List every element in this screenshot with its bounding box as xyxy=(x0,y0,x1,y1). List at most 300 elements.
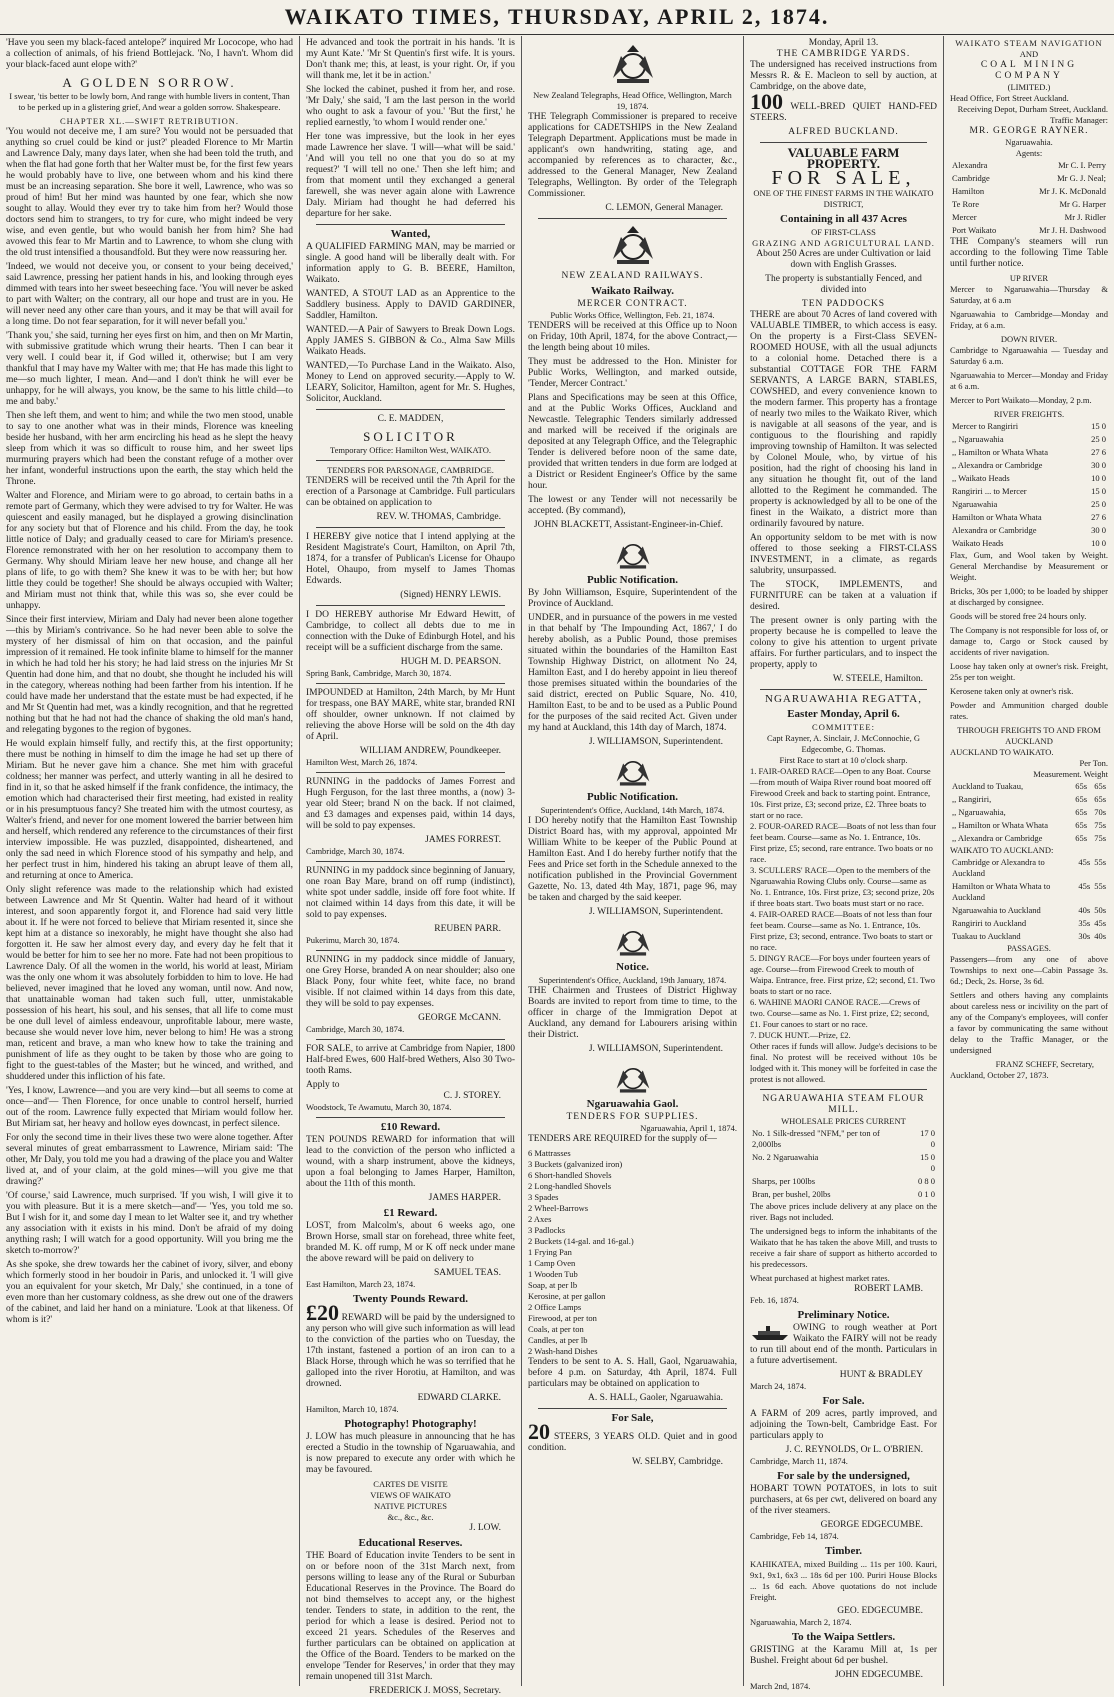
table-cell: Port Waikato xyxy=(952,225,997,235)
gaol-text: TENDERS ARE REQUIRED for the supply of— xyxy=(528,1134,717,1144)
divider xyxy=(316,224,505,225)
railways-signature: JOHN BLACKETT, Assistant-Engineer-in-Chief. xyxy=(533,520,723,530)
table-cell: 70s xyxy=(1094,807,1106,817)
complaints-text: Settlers and others having any complaints about careless ness or incivility on the part of any of the Company's employees, will confer a favor by communicating the same without delay to the Traffic Manager, or the undersigned xyxy=(950,990,1108,1055)
steamer-text: THE Company's steamers will run according to the following Time Table until further notice. xyxy=(950,237,1108,269)
table-cell: 25 0 xyxy=(1091,499,1106,509)
divider xyxy=(316,772,505,773)
table-row xyxy=(750,1151,937,1175)
mill-note: The above prices include delivery at any place on the river. Bags not included. xyxy=(750,1201,937,1222)
down-river-heading: DOWN RIVER. xyxy=(1000,334,1058,344)
farm-description: The present owner is only parting with the property because he is compelled to leave the colony to give his attention to urgent private affairs. For further particulars, and to inspect the property, apply to xyxy=(750,616,937,670)
divider xyxy=(316,1117,505,1118)
notification-text: UNDER, and in pursuance of the powers in me vested in that behalf by 'The Impounding Act, 1867,' I do hereby abolish, as a Public Pound, those premises situated within the boundaries of the Hamilton East Township Highway District, on allotment No 24, Hamilton East, and I do hereby appoint in lieu thereof those premises situated within the boundaries of the said district, erected on Public Square, No. 410, Hamilton East, to be and to be used as a Public Pound for the purposes of the said recited Act. Given under my hand at Auckland, this 14th day of March, 1874. xyxy=(528,613,737,733)
divider xyxy=(316,950,505,951)
schedule-line: Ngaruawahia to Cambridge—Monday and Friday, at 6 a.m. xyxy=(950,309,1108,330)
table-row xyxy=(950,930,1108,943)
regatta-first-race: First Race to start at 10 o'clock sharp. xyxy=(779,755,908,765)
table-cell: 35s xyxy=(1078,918,1091,928)
license-notice: I HEREBY give notice that I intend applying at the Resident Magistrate's Court, Hamilton, on April 7th, 1874, for a transfer of Publican's License for Ohaupo Hotel, Ohaupo, from myself to James Thomas Edwards. xyxy=(306,532,515,586)
story-paragraph: As she spoke, she drew towards her the cabinet of ivory, silver, and ebony which formerly stood in her boudoir in Paris, and unlocked it. 'I will give you an equivalent for your sketch, Mr Daly,' she continued, in a tone of even more than her customary coldness, as she drew out one of the drawers of the cabinet, and laid her hand on a miniature. 'Look at that likeness. Of whom is it?' xyxy=(6,1260,293,1325)
settlers-text: GRISTING at the Karamu Mill at, 1s per Bushel. Freight about 6d per bushel. xyxy=(750,1645,937,1666)
table-row xyxy=(950,880,1108,904)
photo-heading: Photography! Photography! xyxy=(344,1418,477,1430)
story-paragraph: She locked the cabinet, pushed it from her, and rose. 'Mr Daly,' she said, 'I am the last person in the world who ought to ask a favour of you.' 'But the first,' he replied earnestly, 'to whom I would render one.' xyxy=(306,85,515,128)
agents-heading: Agents: xyxy=(1015,148,1043,158)
list-item: Firewood, at per ton xyxy=(528,1313,597,1323)
farm-land: GRAZING AND AGRICULTURAL LAND. xyxy=(752,238,935,248)
table-cell: 65s xyxy=(1075,807,1087,817)
wanted-ad: WANTED.—A Pair of Sawyers to Break Down Logs. Apply JAMES S. GIBBON & Co., Alma Saw Mills Waikato Heads. xyxy=(306,325,515,357)
freights-table xyxy=(950,420,1108,550)
divider xyxy=(316,409,505,410)
table-cell: Mr J. H. Dashwood xyxy=(1039,225,1106,235)
table-cell: 65s xyxy=(1075,833,1087,843)
table-cell: 40s xyxy=(1094,931,1106,941)
table-cell: 15 0 xyxy=(1091,486,1106,496)
schedule-line: Ngaruawahia to Mercer—Monday and Friday at 6 a.m. xyxy=(950,370,1108,391)
divider xyxy=(760,142,927,143)
steer-lot-count: 100 xyxy=(750,89,783,114)
list-item: 1 Frying Pan xyxy=(528,1247,572,1257)
timber-heading: Timber. xyxy=(825,1545,862,1557)
farm-sale-heading: For Sale. xyxy=(822,1395,865,1407)
story-paragraph: Only slight reference was made to the relationship which had existed between Lawrence and Mr St Quentin. Walter had heard of it without interest, and soon apparently forgot it, and Florence had said very little about it. If he were not forced to believe that Miriam resented it, since she kept him at a distance so inexorably, he might have thought she also had forgotten it. He saw her almost every day, and every day he felt that it would be better for him to see her no more. Fate had not been propitious to Lawrence Daly. Of all the women in the world, his world at least, Miriam was the only one whom it was absolutely forbidden to him to love. He had believed, never imagined that he loved any woman, until now. And now, that unattainable woman had taken such full, utter, unmistakable possession of his heart, his soul, and his senses, that all life to come must be one dull level of aimless endeavour, unprofitable labour, mere waste, because she would never love him, never belong to him! He was a strong man, reticent and brave, a man who knew how to take the training and punishment of life as they ought to be taken by those who are going to fight to the guest-tables of the Master; but he winced, and writhed, and shuddered under this infliction of his fate. xyxy=(6,885,293,1082)
yards-heading: THE CAMBRIDGE YARDS. xyxy=(776,49,911,59)
table-cell: Mercer xyxy=(952,212,977,222)
table-cell: ,, Hamilton or Whata Whata xyxy=(952,447,1048,457)
gaol-place: Ngaruawahia, April 1, 1874. xyxy=(640,1123,737,1133)
potato-date: Cambridge, Feb 14, 1874. xyxy=(750,1531,839,1541)
auction-date: Monday, April 13. xyxy=(808,38,879,48)
list-item: 2 Buckets (14-gal. and 16-gal.) xyxy=(528,1236,634,1246)
freight-note: The Company is not responsible for loss of, or damage to, Cargo or Stock caused by accidents of river navigation. xyxy=(950,625,1108,657)
table-row xyxy=(750,1175,937,1188)
list-item: 2 Office Lamps xyxy=(528,1302,582,1312)
farm-acres: Containing in all 437 Acres xyxy=(780,213,907,225)
table-row xyxy=(950,524,1108,537)
royal-crest-icon xyxy=(608,752,658,788)
farm-heading: VALUABLE FARM PROPERTY. xyxy=(787,145,900,171)
education-heading: Educational Reserves. xyxy=(358,1537,463,1549)
sheep-sale-date: Woodstock, Te Awamutu, March 30, 1874. xyxy=(306,1102,452,1112)
company-date: Auckland, October 27, 1873. xyxy=(950,1070,1049,1080)
agents-table xyxy=(950,159,1108,237)
table-cell: Ngaruawahia to Auckland xyxy=(952,905,1041,915)
license-signature: (Signed) HENRY LEWIS. xyxy=(400,590,501,600)
table-cell: 27 6 xyxy=(1091,447,1106,457)
divider xyxy=(316,605,505,606)
solicitor-title: SOLICITOR xyxy=(363,429,458,444)
company-and: AND xyxy=(1019,49,1039,59)
steer-sale-heading: For Sale, xyxy=(611,1412,654,1424)
authority-notice: I DO HEREBY authorise Mr Edward Hewitt, of Cambridge, to collect all debts due to me in connection with the Duke of Edinburgh Hotel, and his receipt will be a sufficient discharge from the same. xyxy=(306,610,515,653)
farm-firstclass: OF FIRST-CLASS xyxy=(811,227,876,237)
royal-crest-icon xyxy=(603,42,663,86)
notification-heading: Public Notification. xyxy=(586,574,679,586)
divider xyxy=(760,1089,927,1090)
notification-text: I DO hereby notify that the Hamilton East Township District Board has, with my approval, appointed Mr William White to be keeper of the Public Pound at Hamilton East. And I do hereby further notify that the Fees and Price set forth in the Schedule annexed to the notification published in the Provincial Government Gazette, No. 13, dated 4th May, 1871, page 96, may be taken and charged by the said keeper. xyxy=(528,816,737,903)
list-item: Coals, at per ton xyxy=(528,1324,584,1334)
steer-sale-signature: W. SELBY, Cambridge. xyxy=(631,1457,723,1467)
reward-body: REWARD will be paid by the undersigned to any person who will give such information as will lead to the conviction of the parties who on Tuesday, the 17th instant, fastened a portion of an iron can to a Black Horse, through which he was so terrified that he galloped into the river Horotiu, at Hamilton, and was drowned. xyxy=(306,1313,516,1389)
mill-text: The undersigned begs to inform the inhabitants of the Waikato that he has taken the above Mill, and trusts to receive a fair share of support as hitherto accorded to his predecessors. xyxy=(750,1226,937,1269)
table-row xyxy=(950,485,1108,498)
impound-signature: WILLIAM ANDREW, Poundkeeper. xyxy=(359,746,501,756)
column-government xyxy=(522,36,744,1686)
table-row xyxy=(950,198,1108,211)
table-cell: No. 2 Ngaruawahia xyxy=(752,1152,819,1162)
table-row xyxy=(950,224,1108,237)
table-row xyxy=(950,511,1108,524)
column-navigation xyxy=(944,36,1114,1686)
farm-fenced: The property is substantially Fenced, and divided into xyxy=(765,274,922,295)
list-item: 1 Wooden Tub xyxy=(528,1269,578,1279)
divider xyxy=(538,1408,727,1409)
education-text: THE Board of Education invite Tenders to be sent in on or before noon of the 31st March next, from persons willing to lease any of the Rural or Suburban Educational Reserves in the Province. The Board do not bind themselves to accept any, or the highest tender. Tenders to state, in addition to the rent, the period for which a lease is desired. Period not to exceed 21 years. Schedules of the Reserves and further particulars can be obtained on application at the Office of the Board. Tenders to be marked on the envelope 'Tender for Reserves,' in order that they may remain unopened till 31st March. xyxy=(306,1551,515,1682)
table-cell: 65s xyxy=(1075,820,1087,830)
list-item: 3 Padlocks xyxy=(528,1225,566,1235)
regatta-note: Other races if funds will allow. Judge's decisions to be final. No protest will be received without 10s be lodged with it. This money will be forfeited in case the protest is not allowed. xyxy=(750,1041,937,1084)
gaol-subheading: TENDERS FOR SUPPLIES. xyxy=(566,1112,699,1122)
table-cell: 45s xyxy=(1094,918,1106,928)
royal-crest-icon xyxy=(608,922,658,958)
railways-text: TENDERS will be received at this Office up to Noon on Friday, 10th April, 1874, for the above Contract,—the length being about 10 miles. xyxy=(528,321,737,353)
table-cell: 50s xyxy=(1094,905,1106,915)
parsonage-text: TENDERS will be received until the 7th April for the erection of a Parsonage at Cambridge. Full particulars can be obtained on application to xyxy=(306,476,515,508)
mill-subheading: WHOLESALE PRICES CURRENT xyxy=(781,1116,906,1126)
table-cell: Bran, per bushel, 20lbs xyxy=(752,1189,831,1199)
table-row xyxy=(950,433,1108,446)
reward-text: TEN POUNDS REWARD for information that will lead to the conviction of the person who inflicted a wound, with a sharp instrument, above the kidneys, upon a foal belonging to James Harper, Hamilton, about the 11th of this month. xyxy=(306,1135,515,1189)
divider xyxy=(316,527,505,528)
gaol-items-list xyxy=(528,1148,737,1357)
table-cell: No. 1 Silk-dressed "NFM," per ton of 2,000lbs xyxy=(752,1128,880,1149)
wanted-heading: Wanted, xyxy=(390,228,431,240)
farm-sale-text: A FARM of 209 acres, partly improved, and adjoining the Town-belt, Cambridge East. For particulars apply to xyxy=(750,1409,937,1441)
reward-heading: £10 Reward. xyxy=(380,1121,441,1133)
column-auctions xyxy=(744,36,944,1691)
story-paragraph: 'Indeed, we would not deceive you, or consent to your being deceived,' said Lawrence, pressing her patient hands in his, and looking through eyes dimmed with tears into her sweet beseeching face. 'You will never be asked to part with Walter; on the contrary, all our hope and trust are in you. He will never need any other care than yours, and it may be that will avail for a long time. Do not fear separation, for it will never befall you.' xyxy=(6,262,293,327)
story-paragraph: He would explain himself fully, and rectify this, at the first opportunity; there must be nothing in himself to dim the image he had set up there of Miriam. But he never gave him a chance. She met him with graceful coldness; her manner was perfect, and utterly wanting in all he desired to find in it, so that he asked himself if the frank confidence, the intimacy, the emotion which had characterised their first meeting, had existed in reality or in his presumptuous fancy? She treated him with the utmost courtesy, as Walter's friend, and never for one moment lowered the barrier between him and herself, which rendered any reference to the circumstances of their first interview impossible. He was puzzled, disappointed, disheartened, and only the sad need in which Florence stood of his sympathy and help, and her perfect trust in him, hindered his taking an abrupt leave of them all, and returning at once to America. xyxy=(6,739,293,881)
steer-sale-text xyxy=(528,1419,738,1454)
story-paragraph: For only the second time in their lives these two were alone together. After several minutes of great embarrassment to Lawrence, Miriam said: 'The other, Mr Daly, you told me you had a drawing of the place you and Walter lived at, and of your claim, at the gold mines—will you give me that drawing?' xyxy=(6,1133,293,1187)
table-cell: 30 0 xyxy=(1091,525,1106,535)
schedule-line: Cambridge to Ngaruawahia — Tuesday and Saturday 6 a.m. xyxy=(950,345,1108,366)
telegraph-signature: C. LEMON, General Manager. xyxy=(605,203,723,213)
authority-place: Spring Bank, Cambridge, March 30, 1874. xyxy=(306,668,452,678)
telegraph-text: THE Telegraph Commissioner is prepared to receive applications for CADETSHIPS in the New Zealand Telegraph Department. Applications must be made in applicant's own handwriting, stating age, and accompanied by references as to character, &c., addressed to the General Manager, New Zealand Telegraphs, Wellington. By order of the Telegraph Commissioner. xyxy=(528,112,737,199)
railways-subheading: Waikato Railway. xyxy=(590,285,675,297)
table-cell: Hamilton or Whata Whata to Auckland xyxy=(952,881,1051,902)
table-cell: Ngaruawahia xyxy=(952,499,998,509)
list-item: 7. DUCK HUNT.—Prize, £2. xyxy=(750,1030,851,1040)
table-cell: 27 6 xyxy=(1091,512,1106,522)
sheep-sale-signature: C. J. STOREY. xyxy=(443,1091,501,1101)
steer-count: 20 xyxy=(528,1419,550,1444)
timber-signature: GEO. EDGECUMBE. xyxy=(837,1606,923,1616)
photo-etc: &c., &c., &c. xyxy=(387,1512,434,1522)
column-story xyxy=(0,36,300,1686)
table-cell: Waikato Heads xyxy=(952,538,1004,548)
table-cell: 45s xyxy=(1078,881,1091,891)
farm-description: An opportunity seldom to be met with is now offered to those seeking a FIRST-CLASS INVESTMENT, in a climate, as regards salubrity, unsurpassed. xyxy=(750,533,937,576)
mill-heading: NGARUAWAHIA STEAM FLOUR MILL. xyxy=(762,1094,925,1115)
wanted-ad: WANTED, A STOUT LAD as an Apprentice to the Saddlery business. Apply to DAVID GARDINER, Saddler, Hamilton. xyxy=(306,289,515,321)
table-cell: Tuakau to Auckland xyxy=(952,931,1021,941)
mill-wheat: Wheat purchased at highest market rates. xyxy=(750,1273,890,1283)
table-cell: 55s xyxy=(1094,881,1106,891)
regatta-members: Capt Rayner, A. Sinclair, J. McConnochie, G Edgecombe, G. Thomas. xyxy=(766,733,920,754)
stray-notice: RUNNING in my paddock since beginning of January, one roan Bay Mare, brand on off rump (indistinct), white spot under saddle, inside off fore foot white. If not claimed within 14 days from this date, it will be sold to pay expenses. xyxy=(306,866,515,920)
mill-signature: ROBERT LAMB. xyxy=(854,1284,923,1294)
up-river-heading: UP RIVER xyxy=(1009,273,1049,283)
list-item: 1 Camp Oven xyxy=(528,1258,576,1268)
table-cell: ,, Alexandra or Cambridge xyxy=(952,833,1043,843)
table-cell: 17 0 0 xyxy=(920,1128,935,1149)
through-measure: Measurement. Weight xyxy=(1033,769,1108,779)
timber-text: KAHIKATEA, mixed Building ... 11s per 100. Kauri, 9x1, 9x1, 6x3 ... 18s 6d per 100. Puriri House Blocks ... 1s 6d each. Above quotations do not include Freight. xyxy=(750,1559,937,1602)
royal-crest-icon xyxy=(608,1059,658,1095)
settlers-signature: JOHN EDGECUMBE. xyxy=(834,1670,923,1680)
sheep-sale-ad: FOR SALE, to arrive at Cambridge from Napier, 1800 Half-bred Ewes, 600 Half-bred Wethers, Also 30 Two-tooth Rams. xyxy=(306,1044,515,1076)
table-cell: 55s xyxy=(1094,857,1106,867)
reward-heading: £1 Reward. xyxy=(383,1207,438,1219)
table-row xyxy=(950,472,1108,485)
passages-heading: PASSAGES. xyxy=(1007,943,1051,953)
freight-note: Kerosene taken only at owner's risk. xyxy=(950,686,1074,696)
table-cell: Mr G. J. Neal; xyxy=(1057,173,1106,183)
regatta-committee: COMMITTEE: xyxy=(812,722,875,732)
table-row xyxy=(950,420,1108,433)
story-paragraph: Walter and Florence, and Miriam were to go abroad, to certain baths in a remote part of Germany, which they were advised to try for Walter. He was quiescent and easily managed, but he displayed a growing disinclination for any society but that of Florence and his child. From the day, he took little notice of Daly; and gradually ceased to care for Miriam's presence. Florence remonstrated with her on her resolution to accompany them to Germany. Why should Miriam leave her new house, and change all her plans of life, to go with them? She knew it was to be with her; but how little they could be together! She should be always occupied with Walter; and Miriam must not think that, while this was so, she ever could be unhappy. xyxy=(6,491,293,611)
notification-text: By John Williamson, Esquire, Superintendent of the Province of Auckland. xyxy=(528,588,737,609)
reward-text xyxy=(306,1300,516,1390)
list-item: 2 Wheel-Barrows xyxy=(528,1203,589,1213)
table-cell: ,, Hamilton or Whata Whata xyxy=(952,820,1048,830)
prelim-date: March 24, 1874. xyxy=(750,1381,807,1391)
table-cell: Rangiriri to Auckland xyxy=(952,918,1027,928)
farm-for-sale: FOR SALE, xyxy=(771,167,916,189)
stray-date: Cambridge, March 30, 1874. xyxy=(306,846,405,856)
railways-heading: NEW ZEALAND RAILWAYS. xyxy=(561,271,704,281)
impound-notice: IMPOUNDED at Hamilton, 24th March, by Mr Hunt for trespass, one BAY MARE, white star, branded RNI off shoulder, owner unknown. If not claimed by relieving the above Horse will be sold on the 4th day of April. xyxy=(306,688,515,742)
list-item: 4. FAIR-OARED RACE—Boats of not less than four feet beam. Course—same as No. 1. Entrance, 10s. First prize, £3; second, entrance. Two boats to start or no race. xyxy=(750,909,933,952)
table-cell: Cambridge xyxy=(952,173,990,183)
table-cell: Rangiriri ... to Mercer xyxy=(952,486,1027,496)
farm-sale-signature: J. C. REYNOLDS, Or L. O'BRIEN. xyxy=(785,1445,923,1455)
table-cell: Te Rore xyxy=(952,199,980,209)
table-cell: 75s xyxy=(1094,820,1106,830)
table-cell: ,, Alexandra or Cambridge xyxy=(952,460,1043,470)
potato-heading: For sale by the undersigned, xyxy=(777,1470,910,1482)
table-row xyxy=(950,498,1108,511)
gaol-text: Tenders to be sent to A. S. Hall, Gaol, Ngaruawahia, before 4 p.m. on Saturday, 4th April, 1874. Full particulars may be obtained on application to xyxy=(528,1357,737,1389)
list-item: Kerosine, at per gallon xyxy=(528,1291,606,1301)
royal-crest-icon xyxy=(608,535,658,571)
list-item: 6 Mattrasses xyxy=(528,1148,571,1158)
through-per-ton: Per Ton. xyxy=(1079,758,1108,768)
freight-note: Goods will be stored free 24 hours only. xyxy=(950,611,1087,621)
table-row xyxy=(950,806,1108,819)
company-heading: WAIKATO STEAM NAVIGATION xyxy=(955,38,1103,48)
notification-heading: Public Notification. xyxy=(586,791,679,803)
potato-signature: GEORGE EDGECUMBE. xyxy=(820,1520,923,1530)
authority-signature: HUGH M. D. PEARSON. xyxy=(400,657,501,667)
telegraph-place: New Zealand Telegraphs, Head Office, Wellington, March 19, 1874. xyxy=(533,90,732,111)
prelim-heading: Preliminary Notice. xyxy=(797,1309,890,1321)
table-cell: ,, Ngaruawahia, xyxy=(952,807,1006,817)
timber-date: Ngaruawahia, March 2, 1874. xyxy=(750,1617,852,1627)
table-cell: Mr G. Harper xyxy=(1059,199,1106,209)
company-coal: COAL MINING COMPANY xyxy=(980,60,1078,81)
schedule-line: Mercer to Port Waikato—Monday, 2 p.m. xyxy=(950,395,1092,405)
company-signature: FRANZ SCHEFF, Secretary, xyxy=(995,1059,1094,1069)
story-paragraph: 'You would not deceive me, I am sure? You would not be persuaded that anything so cruel could be kind or just?' pleaded Florence to Mr Martin and Lawrence Daly, many days later, when she had been told the truth, and when the flat had gone forth that her Walter must be, for the first few years he would probably have to live, one between whom and his kind there must be an increasing separation. She bore it well, Lawrence, who was so proud of him! But her mind was haunted by one fear, which she now sought to allay. Would they ever try to take him from her? Would those doctors send him to strangers, to try for cure, who might indeed be very wise, and even gentle, but who would banish her from him? She had avowed this fear to Mr Martin and to Lawrence, to whom she clung with the old trust intensified a thousandfold. But they were now reassuring her. xyxy=(6,127,293,258)
notice-place: Superintendent's Office, Auckland, 19th January, 1874. xyxy=(538,975,727,985)
list-item: 2 Long-handled Shovels xyxy=(528,1181,612,1191)
list-item: 2 Wash-hand Dishes xyxy=(528,1346,598,1356)
divider xyxy=(316,861,505,862)
royal-crest-icon xyxy=(603,223,663,267)
table-cell: Alexandra xyxy=(952,160,988,170)
freight-note: Bricks, 30s per 1,000; to be loaded by shipper at discharged by consignee. xyxy=(950,586,1108,607)
company-office: Head Office, Fort Street Auckland. xyxy=(950,93,1069,103)
table-cell: 65s xyxy=(1094,781,1106,791)
divider xyxy=(760,689,927,690)
table-cell: 0 8 0 xyxy=(918,1176,935,1186)
regatta-date: Easter Monday, April 6. xyxy=(787,708,900,720)
notice-heading: Notice. xyxy=(616,961,649,973)
photo-views: VIEWS OF WAIKATO xyxy=(370,1490,451,1500)
table-row xyxy=(950,211,1108,224)
column-ads-left xyxy=(300,36,522,1696)
table-cell: ,, Waikato Heads xyxy=(952,473,1010,483)
yards-signature: ALFRED BUCKLAND. xyxy=(788,127,899,137)
yards-text: The undersigned has received instructions from Messrs R. & E. Macleon to sell by auction, at Cambridge, on the above date, xyxy=(750,60,937,92)
notification-signature: J. WILLIAMSON, Superintendent. xyxy=(588,907,723,917)
railways-place: Public Works Office, Wellington, Feb. 21, 1874. xyxy=(550,310,715,320)
stray-notice: RUNNING in the paddocks of James Forrest and Hugh Ferguson, for the last three months, a (now) 3-year old Steer; brand N on the back. If not claimed, and £3 damages and expenses paid, within 14 days, will be sold to pay expenses. xyxy=(306,777,515,831)
list-item: 5. DINGY RACE—For boys under fourteen years of age. Course—from Firewood Creek to mouth of Waipa. Entrance, free. First prize, £2; second, £1. Two boats to start or no race. xyxy=(750,953,936,996)
table-row xyxy=(950,793,1108,806)
table-cell: 25 0 xyxy=(1091,434,1106,444)
table-row xyxy=(950,856,1108,880)
steer-description: STEERS, 3 YEARS OLD. Quiet and in good condition. xyxy=(528,1432,738,1453)
reward-signature: SAMUEL TEAS. xyxy=(433,1268,501,1278)
table-cell: Sharps, per 100lbs xyxy=(752,1176,816,1186)
table-cell: 30s xyxy=(1078,931,1091,941)
table-row xyxy=(950,185,1108,198)
freight-note: Powder and Ammunition charged double rates. xyxy=(950,700,1108,721)
table-cell: 65s xyxy=(1075,781,1087,791)
table-row xyxy=(950,832,1108,845)
list-item: Soap, at per lb xyxy=(528,1280,578,1290)
regatta-race-list xyxy=(750,766,937,1041)
settlers-date: March 2nd, 1874. xyxy=(750,1681,811,1691)
table-cell: Hamilton or Whata Whata xyxy=(952,512,1042,522)
story-paragraph: Her tone was impressive, but the look in her eyes made Lawrence her slave. 'I will—what will be said.' 'And will you tell no one that you do so at my request?' 'I will tell no one.' Then she left him; and from that moment until they exchanged a general farewell, she was never again alone with Lawrence Daly. Miriam had thought he had deferred his departure for her sake. xyxy=(306,132,515,219)
table-cell: 10 0 xyxy=(1091,538,1106,548)
freight-note: Flax, Gum, and Wool taken by Weight. General Merchandise by Measurement or Weight. xyxy=(950,550,1108,582)
through-sub: AUCKLAND TO WAIKATO. xyxy=(950,747,1054,757)
table-cell: Alexandra or Cambridge xyxy=(952,525,1037,535)
farm-sale-date: Cambridge, March 11, 1874. xyxy=(750,1456,848,1466)
table-row xyxy=(950,917,1108,930)
table-row xyxy=(750,1188,937,1201)
masthead: WAIKATO TIMES, THURSDAY, APRIL 2, 1874. xyxy=(0,0,1114,35)
reward-date: Hamilton, March 10, 1874. xyxy=(306,1404,399,1414)
education-signature: FREDERICK J. MOSS, Secretary. xyxy=(369,1686,501,1696)
notice-text: THE Chairmen and Trustees of District Highway Boards are invited to report from time to time, to the officer in charge of the Immigration Depot at Auckland, any demand for Labourers arising within their District. xyxy=(528,986,737,1040)
regatta-heading: NGARUAWAHIA REGATTA, xyxy=(765,693,922,705)
list-item: 2 Axes xyxy=(528,1214,552,1224)
story-chapter: CHAPTER XL.—SWIFT RETRIBUTION. xyxy=(59,116,240,126)
solicitor-name: C. E. MADDEN, xyxy=(377,414,444,424)
table-row xyxy=(750,1127,937,1151)
photo-text: J. LOW has much pleasure in announcing that he has erected a Studio in the township of Ngaruawahia, and is now prepared to execute any order with which he may be favoured. xyxy=(306,1432,515,1475)
story-paragraph: He advanced and took the portrait in his hands. 'It is my Aunt Kate.' 'Mr St Quentin's first wife. It is yours. Don't thank me; this, at least, is your right. Or, if you will thank me, let it be in action.' xyxy=(306,38,515,81)
notification-signature: J. WILLIAMSON, Superintendent. xyxy=(588,737,723,747)
table-cell: Hamilton xyxy=(952,186,985,196)
stray-notice: RUNNING in my paddock since middle of January, one Grey Horse, branded A on near shoulder; also one Black Pony, four white feet, white face, no brand visible. If not claimed within 14 days from this date, they will be sold to pay expenses. xyxy=(306,955,515,1009)
freight-note: Loose hay taken only at owner's risk. Freight, 25s per ton weight. xyxy=(950,661,1108,682)
table-row xyxy=(950,172,1108,185)
parsonage-signature: REV. W. THOMAS, Cambridge. xyxy=(376,512,501,522)
table-cell: 45s xyxy=(1078,857,1091,867)
table-row xyxy=(950,459,1108,472)
divider xyxy=(538,218,727,219)
settlers-heading: To the Waipa Settlers. xyxy=(791,1631,896,1643)
table-row xyxy=(950,904,1108,917)
company-manager: MR. GEORGE RAYNER. xyxy=(969,126,1089,136)
potato-text: HOBART TOWN POTATOES, in lots to suit purchasers, at 6s per cwt, delivered on board any of the river steamers. xyxy=(750,1484,937,1516)
story-paragraph: Then she left them, and went to him; and while the two men stood, unable to say to one another what was in their minds, Florence was kneeling beside her husband, with her arm encircling his head as he slept the heavy sleep from which it was so difficult to rouse him, and her sweet lips murmuring prayers which had been the constant refuge of a mother over her infant, wonderful instructions upon the earth, the stay which held the Throne. xyxy=(6,411,293,487)
solicitor-office: Temporary Office: Hamilton West, WAIKATO. xyxy=(330,445,491,455)
table-cell: Mr J. K. McDonald xyxy=(1039,186,1106,196)
table-cell: 15 0 0 xyxy=(920,1152,935,1173)
table-cell: 65s xyxy=(1094,794,1106,804)
farm-description: The STOCK, IMPLEMENTS, and FURNITURE can be taken at a valuation if desired. xyxy=(750,580,937,612)
steamship-icon xyxy=(750,1323,790,1341)
intro-anecdote: 'Have you seen my black-faced antelope?' inquired Mr Lococope, who had a collection of animals, of his friend Bottlejack. 'No, I havn't. Whom did your black-faced aunt elope with?' xyxy=(6,38,293,70)
divider xyxy=(316,460,505,461)
list-item: 3 Spades xyxy=(528,1192,559,1202)
story-paragraph: 'Thank you,' she said, turning her eyes first on him, and then on Mr Martin, with submissive gratitude which wrung their hearts. 'Then I can bear it very well. I could bear it, if God willed it, otherwise; but I am very thankful that I may have my Walter with me; that He has made this light to me—so much lighter, I mean. And—and I don't think he will ever be unhappy, for he will always, you know, be the same to his little child—to me and baby.' xyxy=(6,331,293,407)
freights-heading: RIVER FREIGHTS. xyxy=(993,409,1065,419)
reward-heading: Twenty Pounds Reward. xyxy=(352,1293,468,1305)
table-row xyxy=(950,537,1108,550)
stray-date: Cambridge, March 30, 1874. xyxy=(306,1024,405,1034)
passages-text: Passengers—from any one of above Townships to next one—Cabin Passage 3s. 6d.; Deck, 2s. Horse, 3s 6d. xyxy=(950,954,1108,986)
table-row xyxy=(950,780,1108,793)
farm-paddocks: TEN PADDOCKS xyxy=(801,299,886,309)
wanted-ad: WANTED,—To Purchase Land in the Waikato. Also, Money to Lend on approved security.—Apply to W. LEARY, Solicitor, Hamilton, agent for Mr. S. Hughes, Solicitor, Auckland. xyxy=(306,361,515,404)
company-place: Ngaruawahia. xyxy=(1005,137,1053,147)
prelim-text: OWING to rough weather at Port Waikato the FAIRY will not be ready to run till about end of the month. Particulars in a future advertisement. xyxy=(750,1323,937,1366)
story-title: A GOLDEN SORROW. xyxy=(62,75,237,90)
reward-amount: £20 xyxy=(306,1300,339,1325)
table-row xyxy=(950,819,1108,832)
table-cell: Cambridge or Alexandra to Auckland xyxy=(952,857,1045,878)
divider xyxy=(316,1039,505,1040)
railways-text: The lowest or any Tender will not necessarily be accepted. (By command), xyxy=(528,495,737,516)
gaol-signature: A. S. HALL, Gaoler, Ngaruawahia. xyxy=(588,1393,723,1403)
photo-native: NATIVE PICTURES xyxy=(374,1501,447,1511)
table-cell: 15 0 xyxy=(1091,421,1106,431)
list-item: 1. FAIR-OARED RACE—Open to any Boat. Course—from mouth of Waipa River round boat moored off Firewood Creek and back to starting point. Entrance, 10s. First prize, £3; second prize, £2. Three boats to start or no race. xyxy=(750,766,932,820)
table-cell: ,, Ngaruawahia xyxy=(952,434,1004,444)
